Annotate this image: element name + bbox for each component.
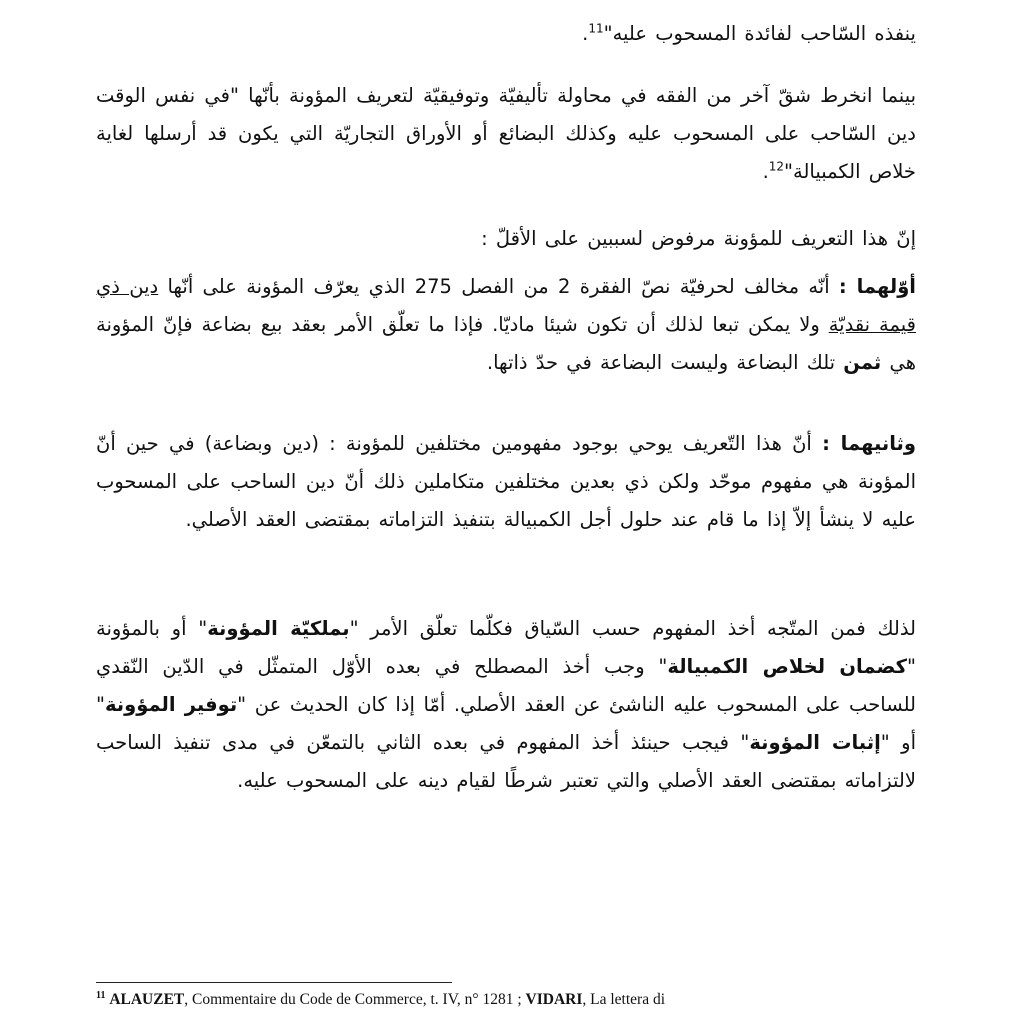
paragraph-1 bbox=[96, 77, 916, 191]
footnote-author-1: ALAUZET bbox=[109, 991, 185, 1008]
paragraph-3-text-b: ولا يمكن تبعا لذلك أن تكون شيئا ماديّا. فإذا ما تعلّق الأمر بعقد بيع بضاعة فإنّ المؤونة هي bbox=[96, 313, 916, 374]
paragraph-3-text-c: تلك البضاعة وليست البضاعة في حدّ ذاتها. bbox=[486, 351, 844, 374]
paragraph-3-heading: أوّلهما : bbox=[838, 275, 916, 298]
term-guarantee: كضمان لخلاص الكمبيالة bbox=[667, 655, 908, 678]
paragraph-0-end: . bbox=[582, 22, 589, 45]
term-proof-of-provision: إثبات المؤونة bbox=[749, 731, 881, 754]
paragraph-0 bbox=[96, 15, 916, 53]
paragraph-3-text-a: أنّه مخالف لحرفيّة نصّ الفقرة 2 من الفصل 275 الذي يعرّف المؤونة على أنّها bbox=[158, 275, 839, 298]
paragraph-3 bbox=[96, 268, 916, 382]
paragraph-5-text-e: " فيجب حينئذ أخذ المفهوم في بعده الثاني بالتمعّن في مدى تنفيذ الساحب لالتزاماته بمقتضى العقد الأصلي والتي تعتبر شرطًا لقيام دينه على المسحوب عليه. bbox=[96, 731, 916, 792]
paragraph-0-text: ينفذه السّاحب لفائدة المسحوب عليه" bbox=[603, 22, 916, 45]
footnote-author-2: VIDARI bbox=[525, 991, 583, 1008]
footnote-divider bbox=[96, 982, 452, 983]
paragraph-5-text-b: " أو بالمؤونة " bbox=[96, 617, 916, 678]
paragraph-5-text-c: " وجب أخذ المصطلح في بعده الأوّل المتمثّل في الدّين النّقدي للساحب على المسحوب عليه الناشئ عن العقد الأصلي. أمّا إذا كان الحديث عن " bbox=[96, 655, 916, 716]
paragraph-3-bold: ثمن bbox=[843, 351, 882, 374]
footnote-ref-11[interactable]: 11 bbox=[588, 21, 604, 36]
paragraph-2-text: إنّ هذا التعريف للمؤونة مرفوض لسببين على الأقلّ : bbox=[481, 227, 916, 250]
paragraph-1-text: بينما انخرط شقّ آخر من الفقه في محاولة تأليفيّة وتوفيقيّة لتعريف المؤونة بأنّها "في نفس الوقت دين السّاحب على المسحوب عليه وكذلك البضائع أو الأوراق التجاريّة التي يكون قد أرسلها لغاية خلاص الكمبيالة" bbox=[96, 84, 916, 183]
paragraph-5 bbox=[96, 610, 916, 800]
paragraph-4 bbox=[96, 425, 916, 539]
footnote-11 bbox=[96, 989, 921, 1011]
paragraph-2 bbox=[96, 220, 916, 258]
footnote-number: 11 bbox=[96, 989, 106, 1001]
term-ownership-of-provision: بملكيّة المؤونة bbox=[207, 617, 350, 640]
footnote-ref-12[interactable]: 12 bbox=[768, 159, 785, 174]
paragraph-5-text-a: لذلك فمن المتّجه أخذ المفهوم حسب السّياق فكلّما تعلّق الأمر " bbox=[349, 617, 916, 640]
term-providing-provision: توفير المؤونة bbox=[104, 693, 238, 716]
paragraph-5-text-d: " أو " bbox=[96, 693, 916, 754]
footnote-text-1: , Commentaire du Code de Commerce, t. IV, n° 1281 ; bbox=[184, 991, 526, 1008]
paragraph-4-text: أنّ هذا التّعريف يوحي بوجود مفهومين مختلفين للمؤونة : (دين وبضاعة) في حين أنّ المؤونة هي مفهوم موحّد ولكن ذي بعدين مختلفين متكاملين ذلك أنّ دين الساحب على المسحوب عليه لا ينشأ إلاّ إذا ما قام عند حلول أجل الكمبيالة بتنفيذ التزاماته بمقتضى العقد الأصلي. bbox=[96, 432, 916, 531]
footnote-text-2: , La lettera di bbox=[582, 991, 665, 1008]
paragraph-1-end: . bbox=[762, 160, 769, 183]
paragraph-3-underlined: دين ذي قيمة نقديّة bbox=[96, 275, 916, 336]
paragraph-4-heading: وثانيهما : bbox=[822, 432, 916, 455]
